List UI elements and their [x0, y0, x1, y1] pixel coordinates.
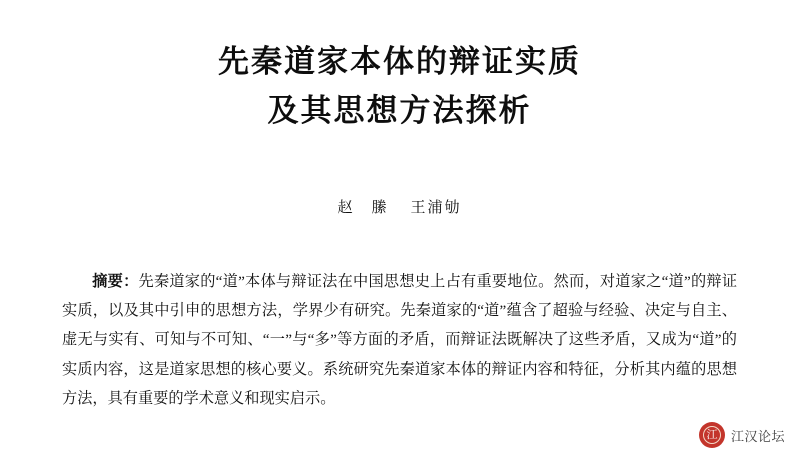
title-line-1: 先秦道家本体的辩证实质: [218, 44, 581, 79]
abstract-text: 先秦道家的“道”本体与辩证法在中国思想史上占有重要地位。然而，对道家之“道”的辩证实质，以及其中引申的思想方法，学界少有研究。先秦道家的“道”蕴含了超验与经验、决定与自主、虚无与实有、可知与不可知、“一”与“多”等方面的矛盾，而辩证法既解决了这些矛盾，又成为“道”的实质内容，这是道家思想的核心要义。系统研究先秦道家本体的辩证内容和特征，分析其内蕴的思想方法，具有重要的学术意义和现实启示。: [62, 272, 738, 407]
author-second: 王浦劬: [410, 199, 462, 216]
author-byline: [0, 196, 799, 217]
abstract-label: 摘要：: [92, 272, 139, 290]
abstract-paragraph: [62, 267, 737, 413]
journal-logo-glyph: 江: [706, 429, 718, 441]
author-first: 赵 縢: [337, 199, 389, 216]
journal-logo-icon: [699, 422, 725, 448]
title-line-2: 及其思想方法探析: [267, 92, 532, 128]
page-title: [0, 0, 799, 136]
journal-name-label: 江汉论坛: [730, 428, 785, 444]
publication-badge[interactable]: [699, 422, 785, 448]
